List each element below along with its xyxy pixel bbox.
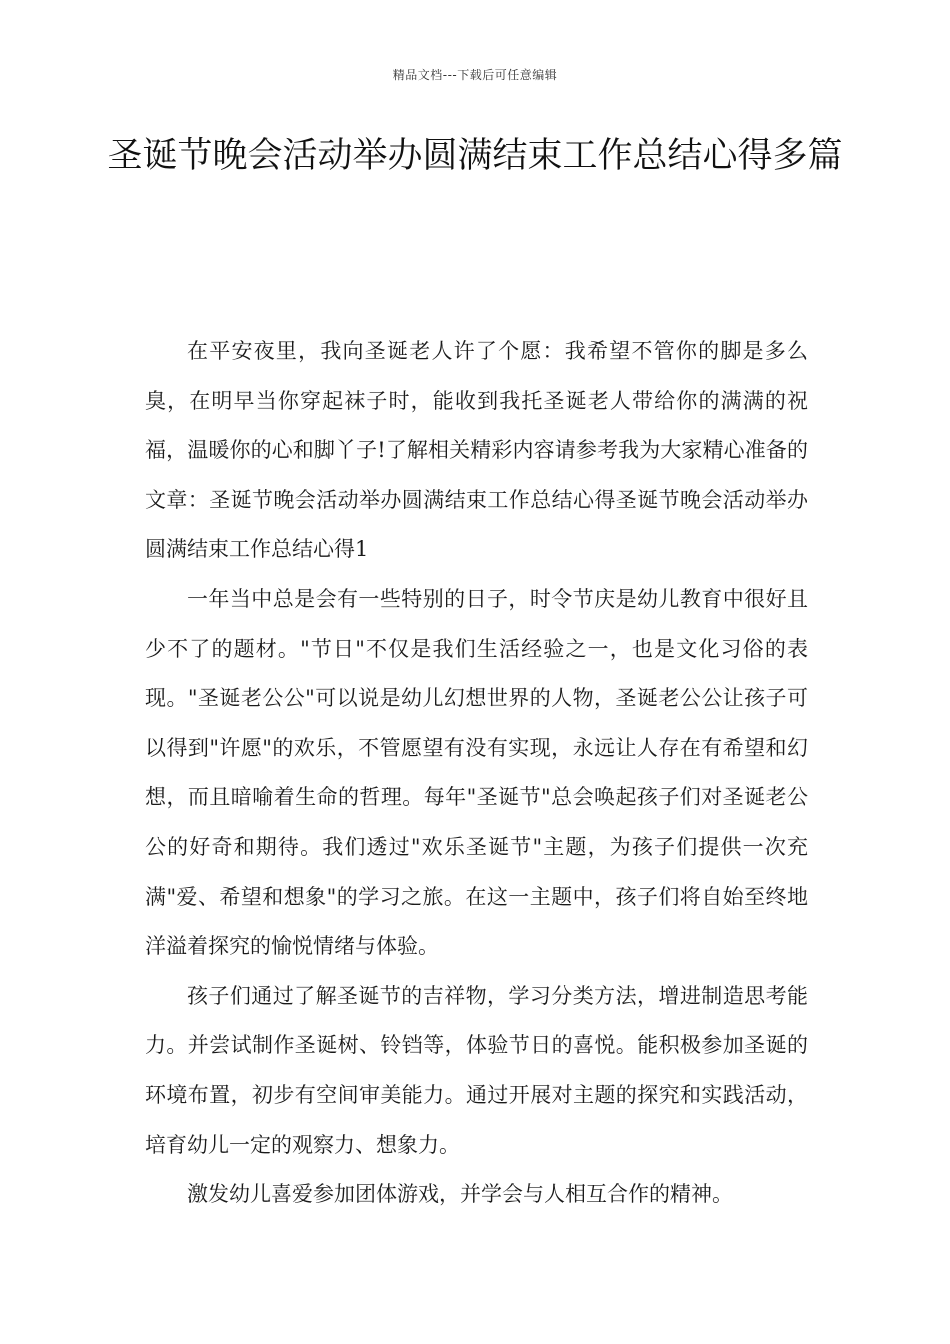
document-title: 圣诞节晚会活动举办圆满结束工作总结心得多篇: [107, 136, 843, 176]
paragraph: 孩子们通过了解圣诞节的吉祥物，学习分类方法，增进制造思考能力。并尝试制作圣诞树、铃铛等，体验节日的喜悦。能积极参加圣诞的环境布置，初步有空间审美能力。通过开展对主题的探究和实践活动，培育幼儿一定的观察力、想象力。: [145, 983, 808, 1157]
paragraph: 在平安夜里，我向圣诞老人许了个愿：我希望不管你的脚是多么臭，在明早当你穿起袜子时，能收到我托圣诞老人带给你的满满的祝福，温暖你的心和脚丫子!了解相关精彩内容请参考我为大家精心准备的文章：圣诞节晚会活动举办圆满结束工作总结心得圣诞节晚会活动举办圆满结束工作总结心得1: [145, 339, 808, 562]
paragraph: 一年当中总是会有一些特别的日子，时令节庆是幼儿教育中很好且少不了的题材。"节日"不仅是我们生活经验之一，也是文化习俗的表现。"圣诞老公公"可以说是幼儿幻想世界的人物，圣诞老公公让孩子可以得到"许愿"的欢乐，不管愿望有没有实现，永远让人存在有希望和幻想，而且暗喻着生命的哲理。每年"圣诞节"总会唤起孩子们对圣诞老公公的好奇和期待。我们透过"欢乐圣诞节"主题，为孩子们提供一次充满"爱、希望和想象"的学习之旅。在这一主题中，孩子们将自始至终地洋溢着探究的愉悦情绪与体验。: [145, 586, 808, 959]
paragraph: 激发幼儿喜爱参加团体游戏，并学会与人相互合作的精神。: [187, 1182, 733, 1207]
document-body: [145, 327, 808, 1220]
header-note: 精品文档---下载后可任意编辑: [392, 68, 558, 82]
